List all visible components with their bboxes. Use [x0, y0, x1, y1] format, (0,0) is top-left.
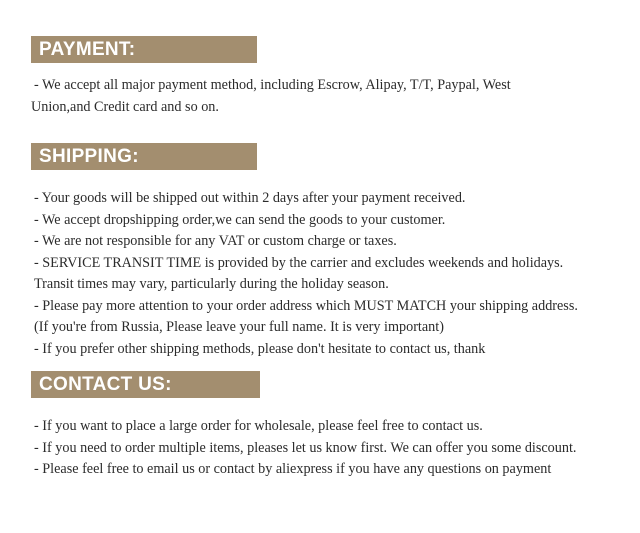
shipping-line: - SERVICE TRANSIT TIME is provided by the carrier and excludes weekends and holidays. [34, 254, 564, 271]
payment-line: Union,and Credit card and so on. [31, 98, 219, 115]
payment-text [31, 75, 624, 118]
contact-text [34, 416, 624, 481]
shipping-line: - We are not responsible for any VAT or custom charge or taxes. [34, 233, 397, 249]
shipping-line: - Your goods will be shipped out within 2 days after your payment received. [34, 190, 466, 206]
shipping-line: Transit times may vary, particularly during the holiday season. [34, 276, 389, 292]
shipping-text [34, 188, 624, 360]
shipping-line: - Please pay more attention to your order address which MUST MATCH your shipping address. [34, 297, 578, 314]
shipping-line: - If you prefer other shipping methods, please don't hesitate to contact us, thank [34, 340, 486, 357]
payment-line: - We accept all major payment method, including Escrow, Alipay, T/T, Paypal, West [34, 77, 511, 93]
contact-line: - If you need to order multiple items, pleases let us know first. We can offer you some discount. [34, 439, 577, 456]
shipping-heading: SHIPPING: [31, 143, 257, 170]
contact-heading: CONTACT US: [31, 371, 260, 398]
contact-line: - Please feel free to email us or contact by aliexpress if you have any questions on payment [34, 461, 552, 477]
shipping-line: - We accept dropshipping order,we can send the goods to your customer. [34, 211, 446, 228]
shipping-line: (If you're from Russia, Please leave your full name. It is very important) [34, 319, 444, 335]
contact-line: - If you want to place a large order for wholesale, please feel free to contact us. [34, 418, 483, 434]
payment-heading: PAYMENT: [31, 36, 257, 63]
